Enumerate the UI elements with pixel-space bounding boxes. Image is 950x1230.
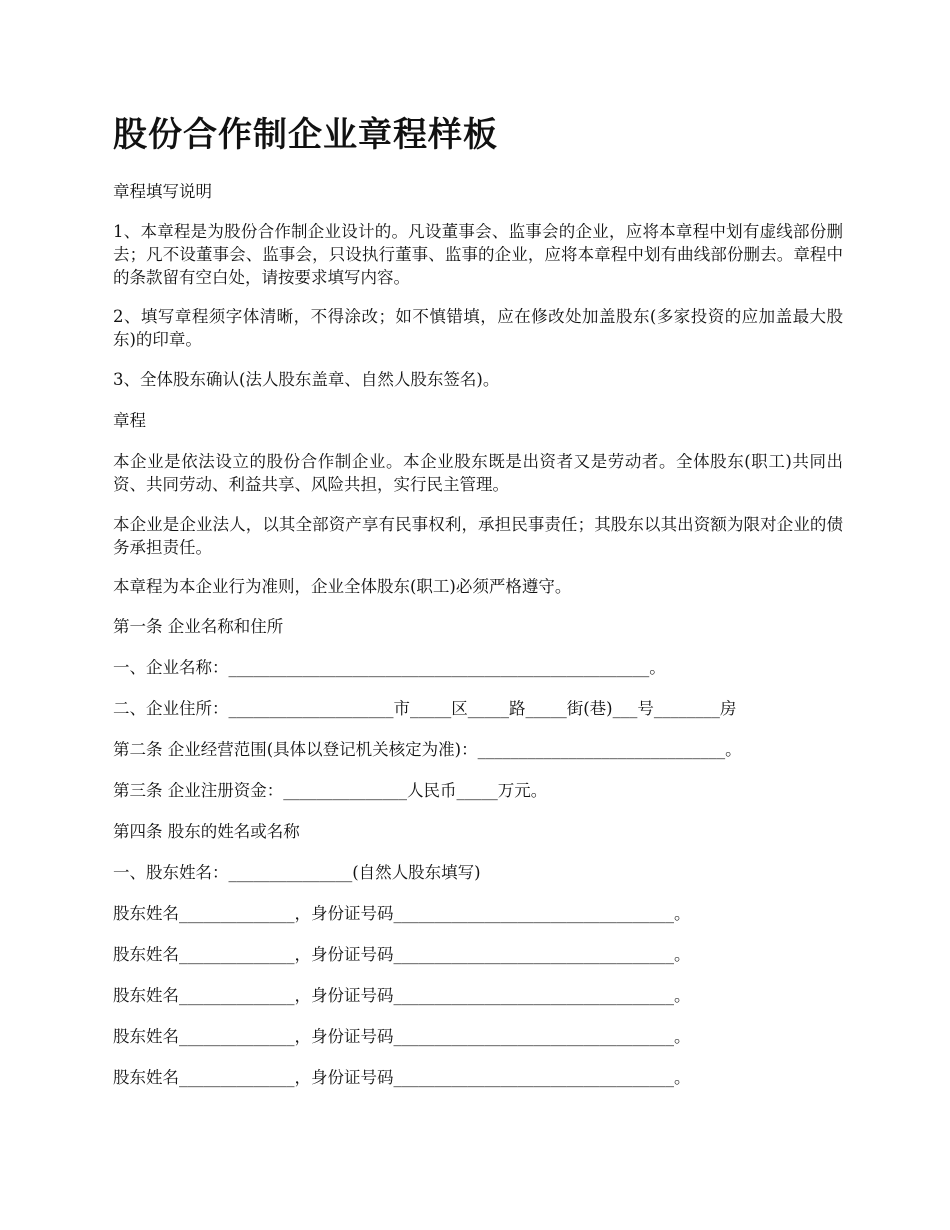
article-3-registered-capital: 第三条 企业注册资金：_______________人民币_____万元。 [113, 781, 548, 800]
section-heading-charter: 章程 [113, 411, 146, 430]
article-2-business-scope: 第二条 企业经营范围(具体以登记机关核定为准)：______________________________。 [113, 740, 742, 759]
shareholder-row: 股东姓名______________，身份证号码__________________________________。 [113, 1027, 691, 1046]
instruction-paragraph-1: 1、本章程是为股份合作制企业设计的。凡设董事会、监事会的企业，应将本章程中划有虚线部份删去；凡不设董事会、监事会，只设执行董事、监事的企业，应将本章程中划有曲线部份删去。章程中的条款留有空白处，请按要求填写内容。 [113, 222, 843, 287]
shareholder-row: 股东姓名______________，身份证号码__________________________________。 [113, 986, 691, 1005]
shareholder-row: 股东姓名______________，身份证号码__________________________________。 [113, 904, 691, 923]
shareholder-row: 股东姓名______________，身份证号码__________________________________。 [113, 945, 691, 964]
article-1-heading: 第一条 企业名称和住所 [113, 617, 284, 636]
article-4-heading: 第四条 股东的姓名或名称 [113, 822, 300, 841]
shareholder-name-line: 一、股东姓名：_______________(自然人股东填写) [113, 863, 481, 882]
charter-paragraph-3: 本章程为本企业行为准则，企业全体股东(职工)必须严格遵守。 [113, 577, 572, 596]
document-title: 股份合作制企业章程样板 [113, 115, 498, 155]
enterprise-name-line: 一、企业名称：___________________________________________________。 [113, 658, 666, 677]
charter-paragraph-1: 本企业是依法设立的股份合作制企业。本企业股东既是出资者又是劳动者。全体股东(职工)共同出资、共同劳动、利益共享、风险共担，实行民主管理。 [113, 452, 843, 494]
charter-paragraph-2: 本企业是企业法人，以其全部资产享有民事权利，承担民事责任；其股东以其出资额为限对企业的债务承担责任。 [113, 515, 843, 557]
section-heading-instructions: 章程填写说明 [113, 182, 212, 201]
instruction-paragraph-2: 2、填写章程须字体清晰，不得涂改；如不慎错填，应在修改处加盖股东(多家投资的应加盖最大股东)的印章。 [113, 307, 843, 349]
shareholder-row: 股东姓名______________，身份证号码__________________________________。 [113, 1068, 691, 1087]
enterprise-address-line: 二、企业住所：____________________市_____区_____路_____街(巷)___号________房 [113, 699, 737, 718]
instruction-paragraph-3: 3、全体股东确认(法人股东盖章、自然人股东签名)。 [113, 370, 500, 389]
